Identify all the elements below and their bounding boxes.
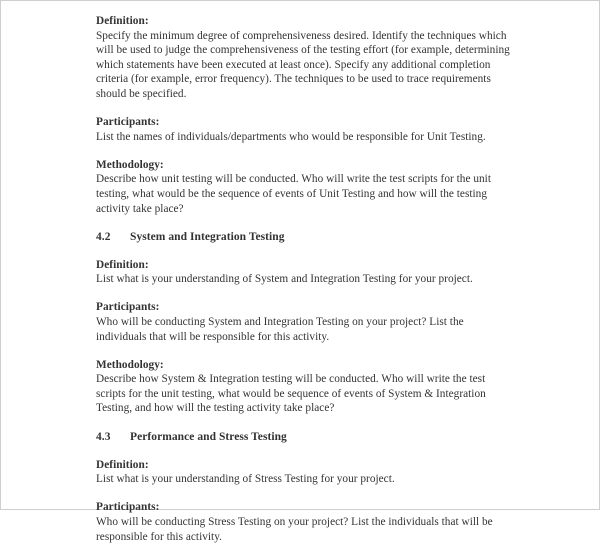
block-text: List what is your understanding of System and Integration Testing for your project.: [96, 273, 473, 286]
labeled-block: [96, 158, 514, 216]
block-text: Describe how unit testing will be conducted. Who will write the test scripts for the unit testing, what would be the sequence of events of Unit Testing and how will the testing activity take place?: [96, 173, 491, 215]
section-title: Performance and Stress Testing: [130, 430, 287, 443]
labeled-block: [96, 500, 514, 544]
labeled-block: [96, 358, 514, 416]
block-label: Participants:: [96, 501, 160, 514]
labeled-block: [96, 14, 514, 102]
block-text: List the names of individuals/departments who would be responsible for Unit Testing.: [96, 130, 486, 143]
labeled-block: [96, 458, 514, 487]
section-number: 4.3: [96, 430, 111, 443]
labeled-block: [96, 115, 514, 144]
block-text: Who will be conducting System and Integration Testing on your project? List the individuals that will be responsible for this activity.: [96, 316, 464, 343]
block-label: Methodology:: [96, 358, 164, 371]
section-heading: [96, 430, 514, 445]
block-label: Participants:: [96, 116, 160, 129]
block-text: Specify the minimum degree of comprehensiveness desired. Identify the techniques which will be used to judge the comprehensiveness of the testing effort (for example, determining which statements have been executed at least once). Specify any additional completion criteria (for example, error frequency). The techniques to be used to trace requirements should be specified.: [96, 29, 510, 100]
block-label: Definition:: [96, 458, 149, 471]
block-text: Who will be conducting Stress Testing on your project? List the individuals that will be responsible for this activity.: [96, 515, 493, 543]
block-text: Describe how System & Integration testing will be conducted. Who will write the test scripts for the unit testing, what would be sequence of events of System & Integration Testing, and how will the testing activity take place?: [96, 373, 486, 415]
section-number: 4.2: [96, 230, 111, 243]
block-label: Methodology:: [96, 158, 164, 171]
labeled-block: [96, 300, 514, 344]
block-label: Definition:: [96, 15, 149, 27]
labeled-block: [96, 258, 514, 287]
section-heading: [96, 230, 514, 245]
document-body: [96, 14, 514, 544]
block-label: Definition:: [96, 258, 149, 271]
block-text: List what is your understanding of Stress Testing for your project.: [96, 473, 395, 486]
block-label: Participants:: [96, 301, 160, 314]
section-title: System and Integration Testing: [130, 230, 285, 243]
